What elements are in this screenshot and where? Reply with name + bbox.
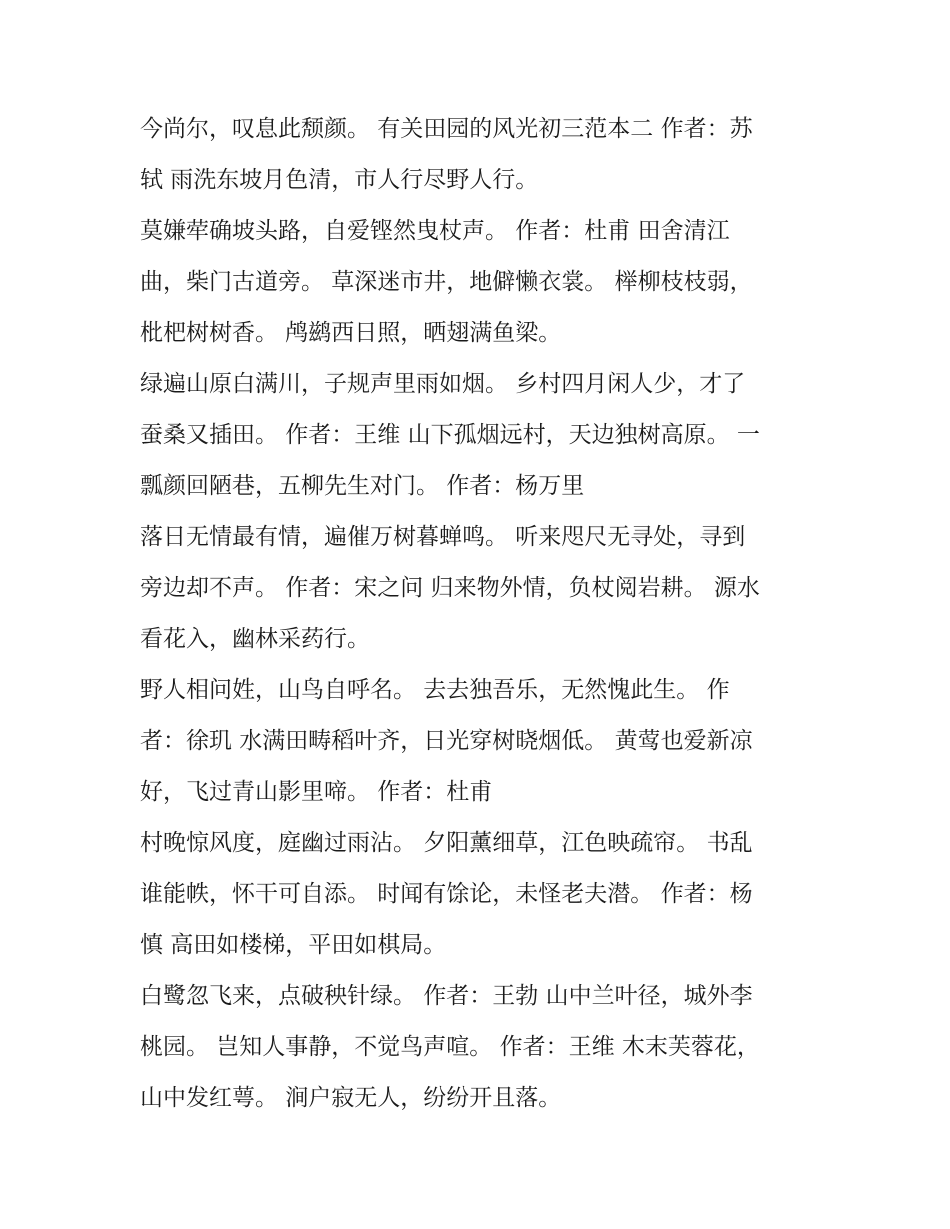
text-line: 山中发红萼。 涧户寂无人，纷纷开且落。 [140,1085,562,1111]
text-line: 者：徐玑 水满田畴稻叶齐，日光穿树晓烟低。 黄莺也爱新凉 [140,728,753,754]
text-line: 莫嫌荦确坡头路，自爱铿然曳杖声。 作者：杜甫 田舍清江 [140,218,730,244]
text-line: 桃园。 岂知人事静，不觉鸟声喧。 作者：王维 木末芙蓉花， [140,1034,760,1060]
text-line: 今尚尔，叹息此颓颜。 有关田园的风光初三范本二 作者：苏 [140,116,753,142]
text-line: 枇杷树树香。 鸬鹚西日照，晒翅满鱼梁。 [140,320,562,346]
paragraph-5 [140,665,812,818]
text-line: 绿遍山原白满川，子规声里雨如烟。 乡村四月闲人少，才了 [140,371,746,397]
paragraph-4 [140,512,812,665]
text-line: 好，飞过青山影里啼。 作者：杜甫 [140,779,493,805]
text-line: 轼 雨洗东坡月色清，市人行尽野人行。 [140,167,539,193]
paragraph-7 [140,971,812,1124]
text-line: 看花入，幽林采药行。 [140,626,370,652]
text-line: 谁能帙，怀干可自添。 时闻有馀论，未怪老夫潜。 作者：杨 [140,881,753,907]
paragraph-2 [140,206,812,359]
text-line: 慎 高田如楼梯，平田如棋局。 [140,932,447,958]
document-body [140,104,812,1124]
text-line: 白鹭忽飞来，点破秧针绿。 作者：王勃 山中兰叶径，城外李 [140,983,753,1009]
text-line: 曲，柴门古道旁。 草深迷市井，地僻懒衣裳。 榉柳枝枝弱， [140,269,753,295]
paragraph-6 [140,818,812,971]
text-line: 蚕桑又插田。 作者：王维 山下孤烟远村，天边独树高原。 一 [140,422,760,448]
text-line: 野人相问姓，山鸟自呼名。 去去独吾乐，无然愧此生。 作 [140,677,730,703]
paragraph-1 [140,104,812,206]
text-line: 村晚惊风度，庭幽过雨沾。 夕阳薰细草，江色映疏帘。 书乱 [140,830,753,856]
paragraph-3 [140,359,812,512]
text-line: 落日无情最有情，遍催万树暮蝉鸣。 听来咫尺无寻处，寻到 [140,524,746,550]
text-line: 瓢颜回陋巷，五柳先生对门。 作者：杨万里 [140,473,585,499]
text-line: 旁边却不声。 作者：宋之问 归来物外情，负杖阅岩耕。 源水 [140,575,760,601]
